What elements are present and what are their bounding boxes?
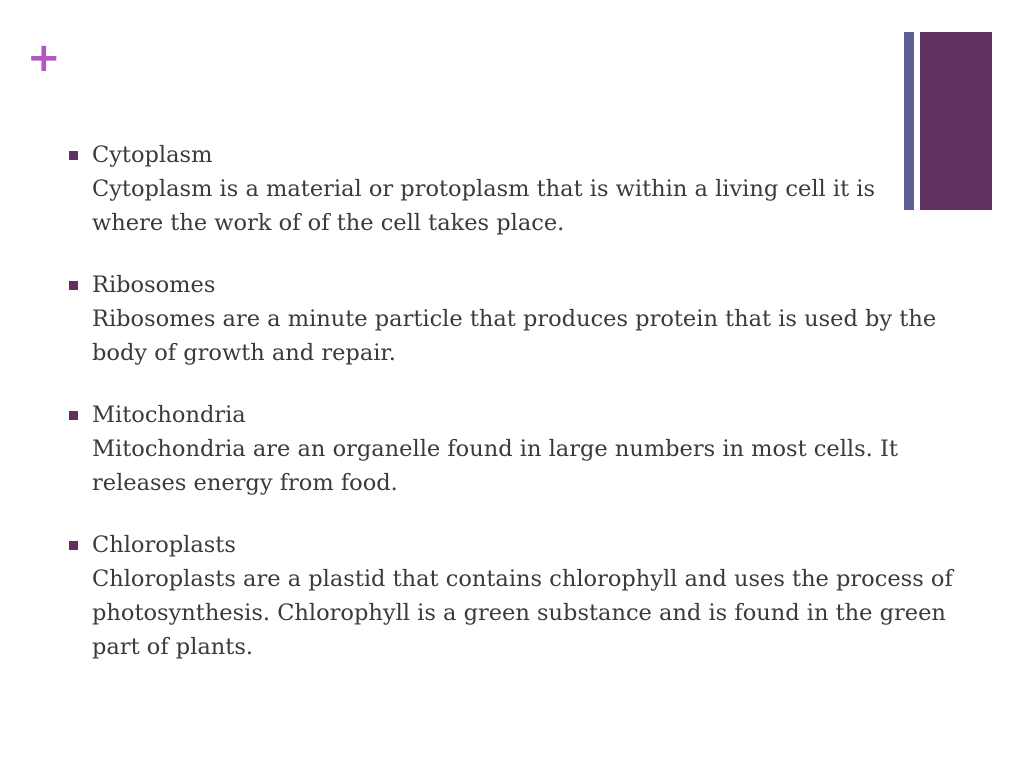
- item-description: Mitochondria are an organelle found in large numbers in most cells. It releases energy from food.: [92, 436, 898, 496]
- list-item-mitochondria: [66, 398, 966, 500]
- item-title: Cytoplasm: [92, 142, 213, 168]
- item-title: Ribosomes: [92, 272, 216, 298]
- item-description: Ribosomes are a minute particle that produces protein that is used by the body of growth and repair.: [92, 306, 937, 366]
- bullet-square-icon: [69, 411, 78, 420]
- list-item-cytoplasm: [66, 138, 966, 240]
- bullet-square-icon: [69, 151, 78, 160]
- item-description: Cytoplasm is a material or protoplasm that is within a living cell it is where the work of of the cell takes place.: [92, 176, 876, 236]
- list-item-ribosomes: [66, 268, 966, 370]
- list-item-chloroplasts: [66, 528, 966, 664]
- item-title: Chloroplasts: [92, 532, 236, 558]
- bullet-square-icon: [69, 541, 78, 550]
- bullet-square-icon: [69, 281, 78, 290]
- plus-icon: +: [27, 35, 61, 81]
- item-description: Chloroplasts are a plastid that contains chlorophyll and uses the process of photosynthesis. Chlorophyll is a green substance and is found in the green part of plants.: [92, 566, 953, 660]
- item-title: Mitochondria: [92, 402, 246, 428]
- bullet-list: [66, 138, 966, 692]
